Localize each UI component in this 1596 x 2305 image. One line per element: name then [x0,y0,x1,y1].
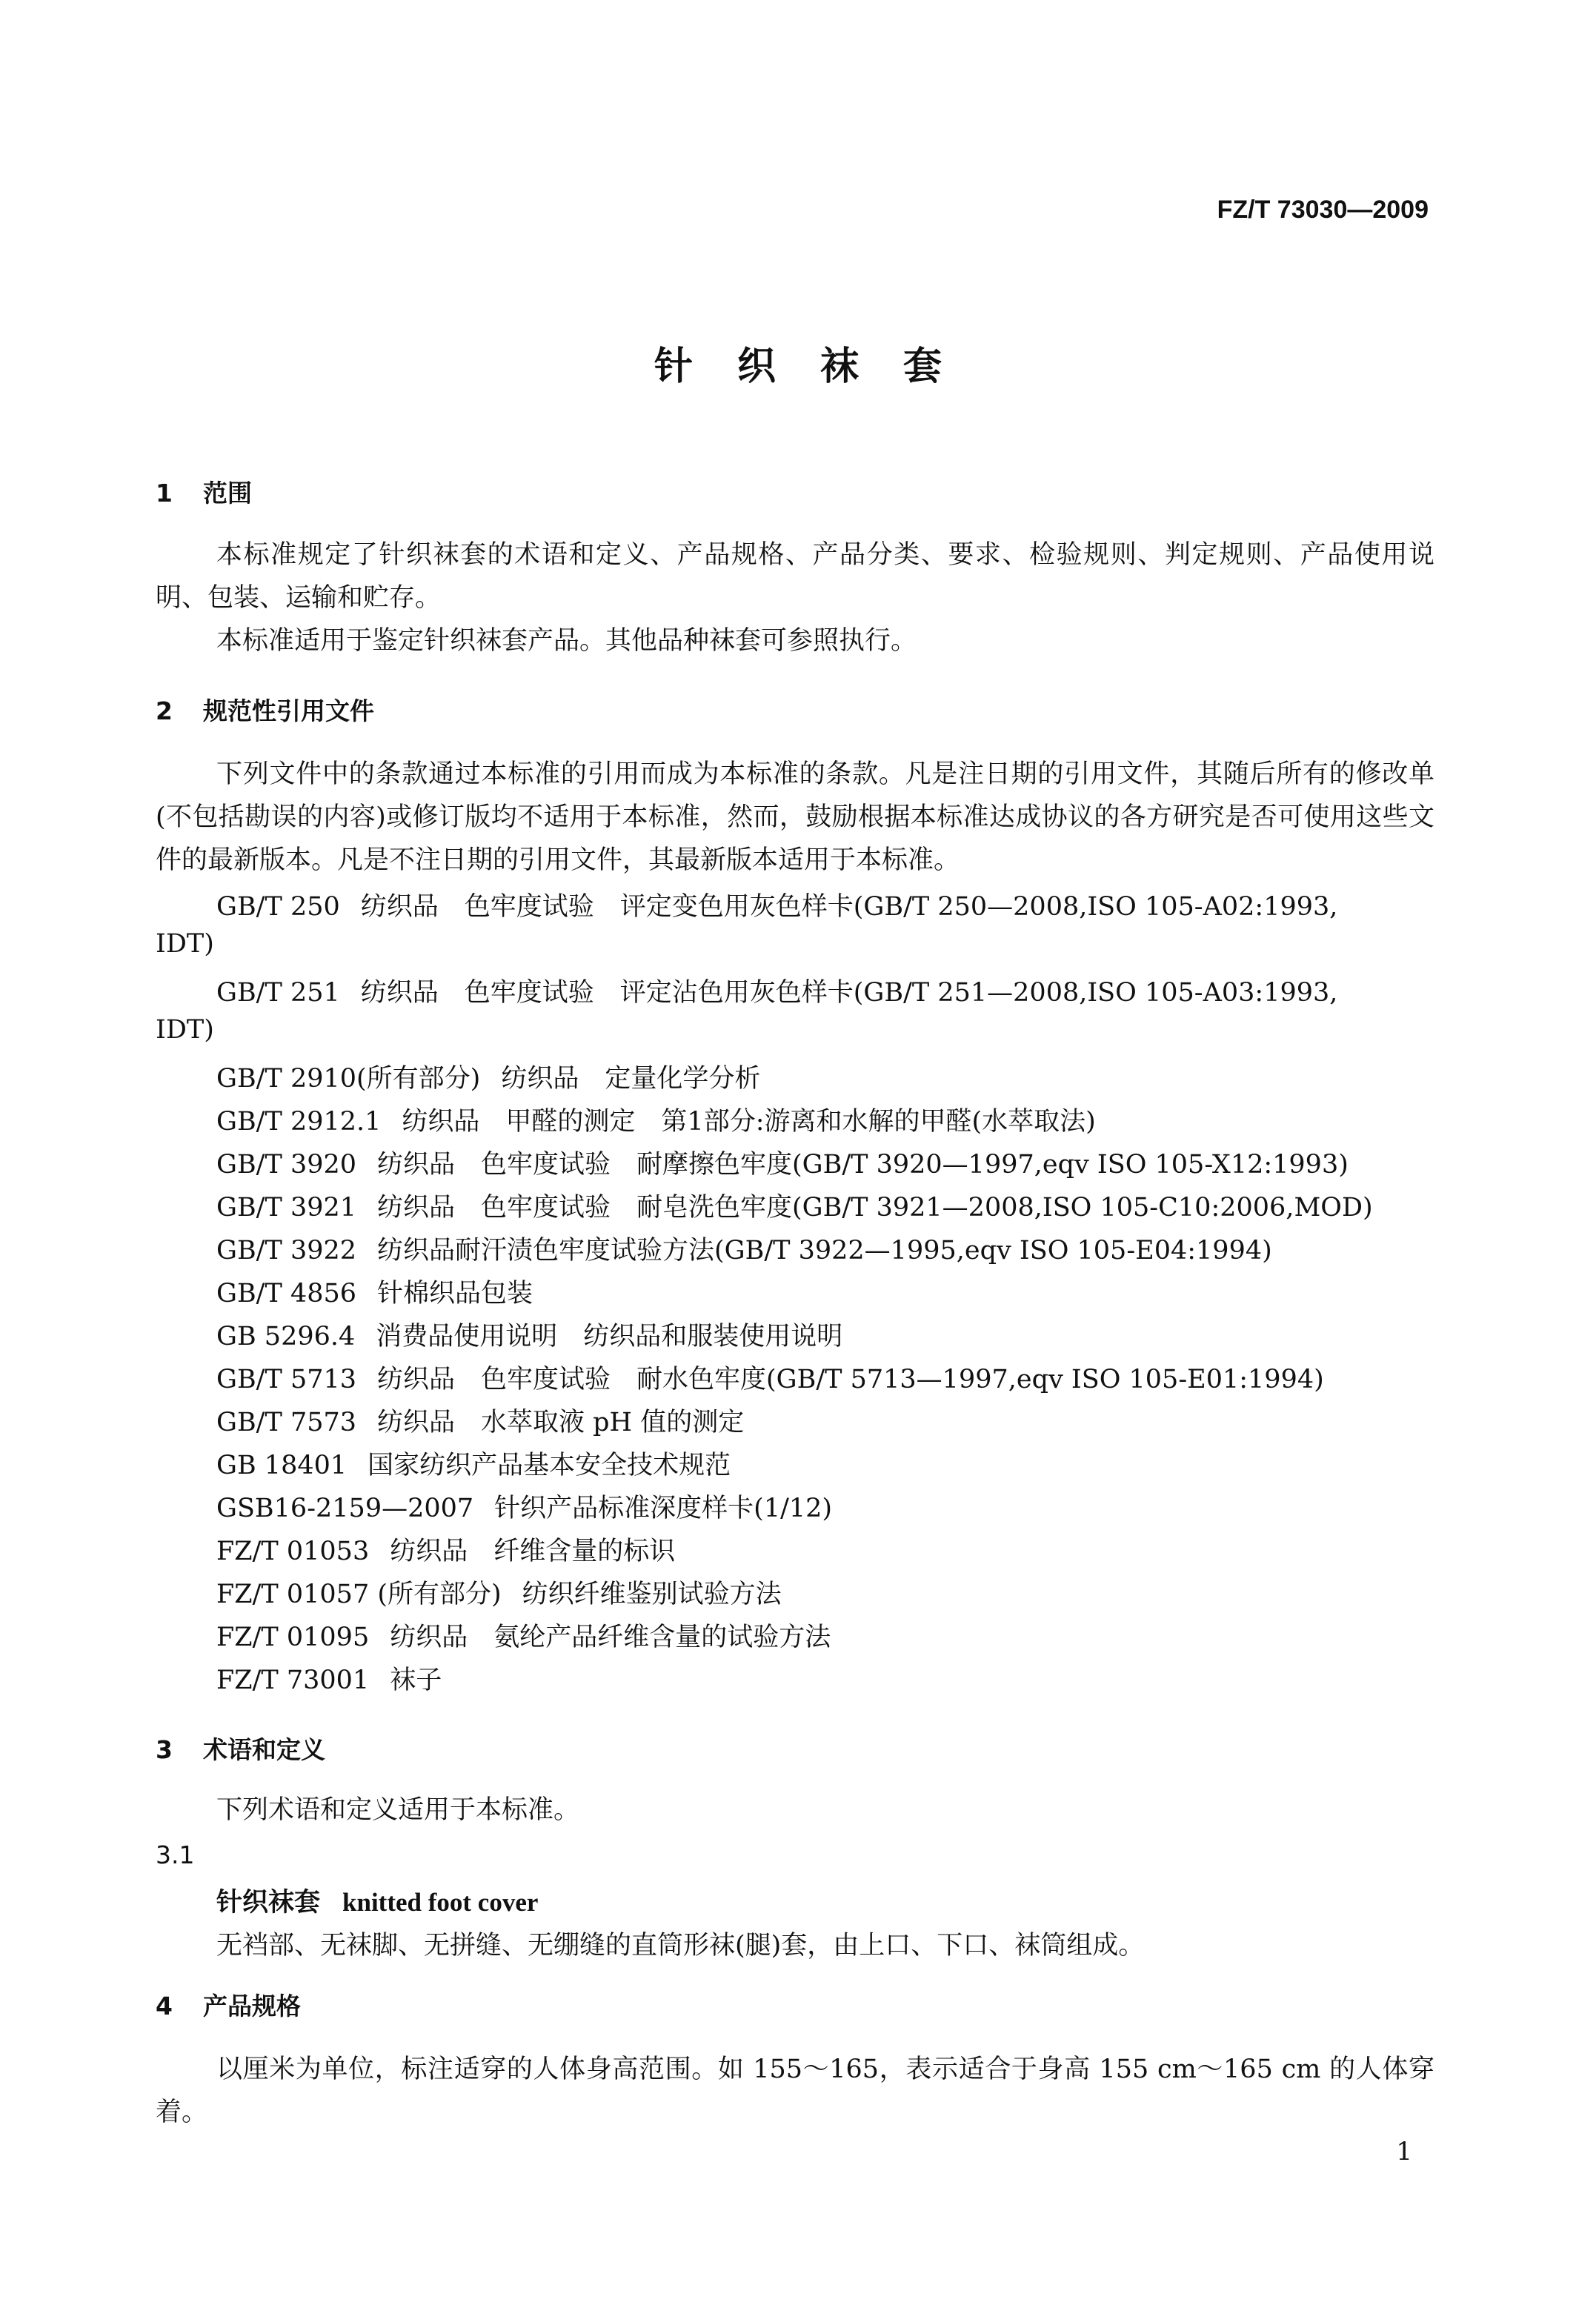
section-number: 1 [156,479,173,508]
reference-item [216,1574,782,1611]
reference-name: 纺织品 水萃取液 pH 值的测定 [377,1408,745,1437]
reference-name: 针棉织品包装 [377,1279,533,1308]
reference-code: GB/T 3920 [216,1150,357,1180]
reference-name: 针织产品标准深度样卡(1/12) [494,1494,833,1523]
reference-code: GB 18401 [216,1451,348,1480]
reference-item [216,1187,1373,1224]
reference-item [216,1058,760,1095]
reference-name: 纺织品耐汗渍色牢度试验方法(GB/T 3922—1995,eqv ISO 105-E04:1994) [377,1236,1272,1265]
section-1-paragraph-1: 本标准规定了针织袜套的术语和定义、产品规格、产品分类、要求、检验规则、判定规则、产品使用说明、包装、运输和贮存。 [156,540,1434,613]
reference-item [216,972,1337,1009]
reference-code: GB/T 2910(所有部分) [216,1064,481,1094]
reference-name: 纺织品 色牢度试验 评定沾色用灰色样卡(GB/T 251—2008,ISO 105-A03:1993, [360,978,1338,1008]
section-title: 产品规格 [203,1992,301,2020]
reference-code: FZ/T 01053 [216,1537,370,1566]
reference-name: 纺织品 纤维含量的标识 [390,1537,676,1566]
reference-item [216,1273,533,1310]
reference-name: 消费品使用说明 纺织品和服装使用说明 [376,1322,843,1351]
reference-code: GB/T 5713 [216,1365,357,1394]
section-1-paragraph-2: 本标准适用于鉴定针织袜套产品。其他品种袜套可参照执行。 [216,626,917,656]
reference-name: 纺织品 色牢度试验 耐水色牢度(GB/T 5713—1997,eqv ISO 105-E01:1994) [377,1365,1324,1394]
reference-code: GSB16-2159—2007 [216,1494,474,1523]
reference-code: GB/T 2912.1 [216,1107,382,1137]
section-2-paragraph-1: 下列文件中的条款通过本标准的引用而成为本标准的条款。凡是注日期的引用文件，其随后所有的修改单(不包括勘误的内容)或修订版均不适用于本标准，然而，鼓励根据本标准达成协议的各方研究是否可使用这些文件的最新版本。凡是不注日期的引用文件，其最新版本适用于本标准。 [156,759,1434,875]
page-number: 1 [1396,2137,1412,2166]
section-4-heading [156,1987,301,2022]
reference-code: FZ/T 01057 (所有部分) [216,1580,502,1609]
reference-name: 国家纺织产品基本安全技术规范 [368,1451,731,1480]
term-english: knitted foot cover [342,1888,539,1917]
reference-item [216,1617,831,1654]
reference-item [216,1101,1096,1138]
reference-name: 纺织品 色牢度试验 耐摩擦色牢度(GB/T 3920—1997,eqv ISO 105-X12:1993) [377,1150,1349,1180]
reference-name: 纺织品 氨纶产品纤维含量的试验方法 [390,1623,831,1652]
reference-code: GB/T 4856 [216,1279,357,1308]
reference-code: GB/T 251 [216,978,340,1008]
section-2-heading [156,692,374,727]
reference-item [216,1531,675,1568]
reference-name: 袜子 [390,1666,442,1695]
section-4-paragraph-1: 以厘米为单位，标注适穿的人体身高范围。如 155～165，表示适合于身高 155 cm～165 cm 的人体穿着。 [156,2055,1434,2127]
section-title: 规范性引用文件 [203,696,374,725]
section-number: 2 [156,696,173,725]
reference-code: FZ/T 73001 [216,1666,370,1695]
reference-item [216,1488,832,1525]
reference-item [216,1144,1349,1181]
reference-item [216,1230,1272,1267]
reference-code: GB/T 3921 [216,1193,357,1223]
reference-code: GB/T 7573 [216,1408,357,1437]
reference-item [216,1402,744,1439]
section-title: 范围 [203,479,252,508]
reference-item [216,886,1337,923]
reference-item [216,1445,731,1482]
reference-code: GB/T 250 [216,892,340,922]
reference-item [216,1316,842,1353]
reference-item [216,1359,1324,1396]
reference-code: FZ/T 01095 [216,1623,370,1652]
section-1-heading [156,474,252,509]
section-number: 3 [156,1735,173,1764]
reference-item [216,1660,442,1697]
section-3-paragraph-1: 下列术语和定义适用于本标准。 [216,1795,580,1825]
reference-name: 纺织品 色牢度试验 耐皂洗色牢度(GB/T 3921—2008,ISO 105-C10:2006,MOD) [377,1193,1373,1223]
standard-number: FZ/T 73030—2009 [1217,196,1429,224]
section-number: 4 [156,1992,173,2020]
section-3-heading [156,1731,325,1766]
reference-code: GB/T 3922 [216,1236,357,1265]
term-definition: 无裆部、无袜脚、无拼缝、无绷缝的直筒形袜(腿)套，由上口、下口、袜筒组成。 [216,1931,1145,1960]
reference-name: 纺织品 定量化学分析 [501,1064,761,1094]
term-chinese: 针织袜套 [216,1887,321,1917]
term-entry [216,1882,538,1919]
reference-continuation: IDT) [156,1015,214,1045]
subclause-number: 3.1 [156,1840,195,1869]
reference-name: 纺织纤维鉴别试验方法 [522,1580,782,1609]
reference-name: 纺织品 色牢度试验 评定变色用灰色样卡(GB/T 250—2008,ISO 105-A02:1993, [360,892,1338,922]
reference-continuation: IDT) [156,929,214,959]
document-title: 针织袜套 [654,345,986,389]
reference-code: GB 5296.4 [216,1322,356,1351]
section-title: 术语和定义 [203,1735,325,1764]
reference-name: 纺织品 甲醛的测定 第1部分:游离和水解的甲醛(水萃取法) [402,1107,1096,1137]
